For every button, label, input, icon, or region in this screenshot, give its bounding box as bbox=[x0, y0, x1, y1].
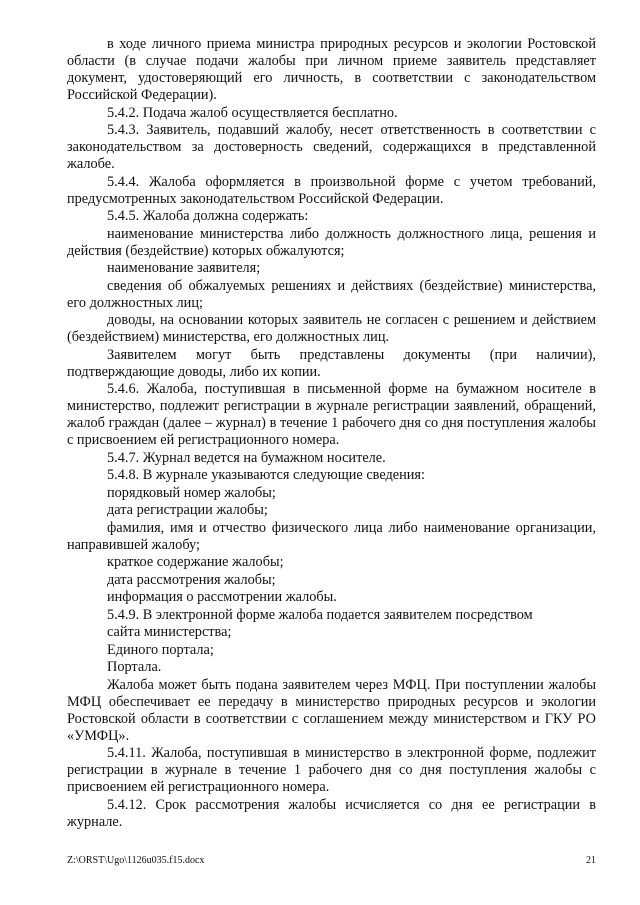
paragraph: 5.4.12. Срок рассмотрения жалобы исчисляется со дня ее регистрации в журнале. bbox=[67, 796, 596, 830]
paragraph: дата регистрации жалобы; bbox=[107, 502, 268, 518]
paragraph: краткое содержание жалобы; bbox=[107, 554, 284, 570]
paragraph: сайта министерства; bbox=[107, 624, 232, 640]
paragraph: в ходе личного приема министра природных ресурсов и экологии Ростовской области (в случае подачи жалобы при личном приеме заявитель представляет документ, удостоверяющий его личность, в соответствии с законодательством Российской Федерации). bbox=[67, 36, 596, 103]
paragraph: Жалоба может быть подана заявителем через МФЦ. При поступлении жалобы МФЦ обеспечивает ее передачу в министерство природных ресурсов и экологии Ростовской области в соответствии с соглашением между министерством и ГКУ РО «УМФЦ». bbox=[67, 676, 596, 744]
paragraph: Единого портала; bbox=[107, 641, 214, 658]
page-number: 21 bbox=[586, 855, 596, 866]
paragraph: фамилия, имя и отчество физического лица либо наименование организации, направившей жалобу; bbox=[67, 519, 596, 553]
paragraph: наименование заявителя; bbox=[107, 260, 261, 276]
paragraph: наименование министерства либо должность должностного лица, решения и действия (бездействие) которых обжалуются; bbox=[67, 225, 596, 259]
paragraph: Портала. bbox=[107, 659, 162, 675]
paragraph: порядковый номер жалобы; bbox=[107, 484, 276, 501]
file-path: Z:\ORST\Ugo\1126u035.f15.docx bbox=[67, 855, 205, 866]
paragraph: 5.4.9. В электронной форме жалоба подается заявителем посредством bbox=[107, 606, 533, 623]
paragraph: 5.4.6. Жалоба, поступившая в письменной форме на бумажном носителе в министерство, подлежит регистрации в журнале регистрации заявлений, обращений, жалоб граждан (далее – журнал) в течение 1 рабочего дня со дня поступления жалобы с присвоением ей регистрационного номера. bbox=[67, 381, 596, 448]
paragraph: доводы, на основании которых заявитель не согласен с решением и действием (бездействием) министерства, его должностных лиц. bbox=[67, 312, 596, 345]
paragraph: дата рассмотрения жалобы; bbox=[107, 571, 276, 588]
paragraph: 5.4.11. Жалоба, поступившая в министерство в электронной форме, подлежит регистрации в журнале в течение 1 рабочего дня со дня поступления жалобы с присвоением ей регистрационного номера. bbox=[67, 745, 596, 795]
page-footer bbox=[67, 855, 596, 866]
paragraph: 5.4.8. В журнале указываются следующие сведения: bbox=[107, 467, 425, 483]
paragraph: 5.4.2. Подача жалоб осуществляется бесплатно. bbox=[107, 104, 398, 121]
paragraph: 5.4.7. Журнал ведется на бумажном носителе. bbox=[107, 449, 386, 466]
paragraph: информация о рассмотрении жалобы. bbox=[107, 589, 337, 605]
paragraph: Заявителем могут быть представлены документы (при наличии), подтверждающие доводы, либо их копии. bbox=[67, 346, 596, 380]
paragraph: 5.4.5. Жалоба должна содержать: bbox=[107, 208, 309, 224]
paragraph: 5.4.3. Заявитель, подавший жалобу, несет ответственность в соответствии с законодательством за достоверность сведений, содержащихся в представленной жалобе. bbox=[67, 122, 596, 172]
paragraph: сведения об обжалуемых решениях и действиях (бездействие) министерства, его должностных лиц; bbox=[67, 277, 596, 311]
paragraph: 5.4.4. Жалоба оформляется в произвольной форме с учетом требований, предусмотренных законодательством Российской Федерации. bbox=[67, 173, 596, 207]
document-body bbox=[67, 36, 596, 831]
